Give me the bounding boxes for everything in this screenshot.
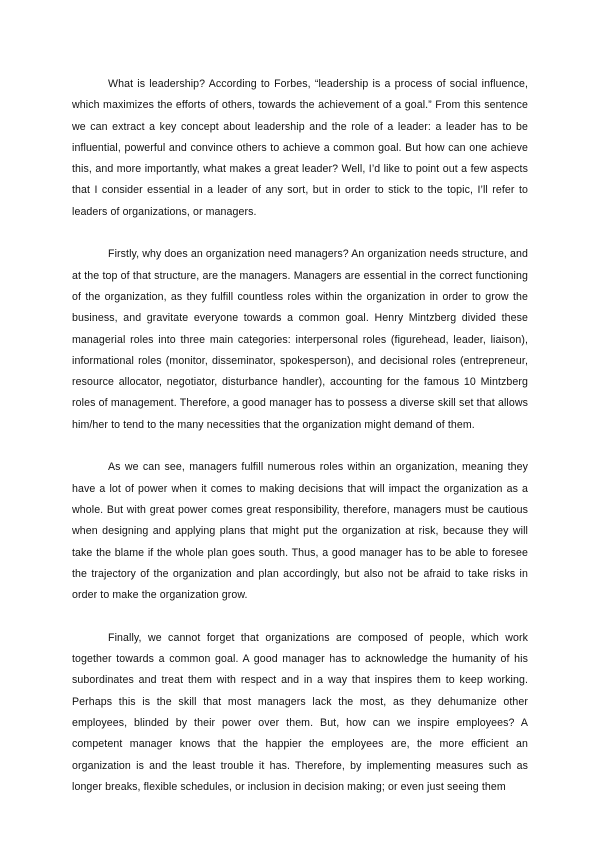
- paragraph-3: As we can see, managers fulfill numerous roles within an organization, meaning they have a lot of power when it comes to making decisions that will impact the organization as a whole. But with great power comes great responsibility, therefore, managers must be cautious when designing and applying plans that might put the organization at risk, because they will take the blame if the whole plan goes south. Thus, a good manager has to be able to foresee the trajectory of the organization and plan accordingly, but also not be afraid to take risks in order to make the organization grow.: [72, 461, 528, 602]
- paragraph-1: What is leadership? According to Forbes, “leadership is a process of social influence, which maximizes the efforts of others, towards the achievement of a goal.” From this sentence we can extract a key concept about leadership and the role of a leader: a leader has to be influential, powerful and convince others to achieve a common goal. But how can one achieve this, and more importantly, what makes a great leader? Well, I’d like to point out a few aspects that I consider essential in a leader of any sort, but in order to stick to the topic, I’ll refer to leaders of organizations, or managers.: [72, 78, 528, 218]
- document-body: [72, 74, 528, 798]
- paragraph-4: Finally, we cannot forget that organizations are composed of people, which work together towards a common goal. A good manager has to acknowledge the humanity of his subordinates and treat them with respect and in a way that inspires them to keep working. Perhaps this is the skill that most managers lack the most, as they dehumanize other employees, blinded by their power over them. But, how can we inspire employees? A competent manager knows that the happier the employees are, the more efficient an organization is and the least trouble it has. Therefore, by implementing measures such as longer breaks, flexible schedules, or inclusion in decision making; or even just seeing them: [72, 631, 528, 793]
- paragraph-2: Firstly, why does an organization need managers? An organization needs structure, and at the top of that structure, are the managers. Managers are essential in the correct functioning of the organization, as they fulfill countless roles within the organization in order to grow the business, and gravitate everyone towards a common goal. Henry Mintzberg divided these managerial roles into three main categories: interpersonal roles (figurehead, leader, liaison), informational roles (monitor, disseminator, spokesperson), and decisional roles (entrepreneur, resource allocator, negotiator, disturbance handler), accounting for the famous 10 Mintzberg roles of management. Therefore, a good manager has to possess a diverse skill set that allows him/her to tend to the many necessities that the organization might demand of them.: [72, 248, 528, 431]
